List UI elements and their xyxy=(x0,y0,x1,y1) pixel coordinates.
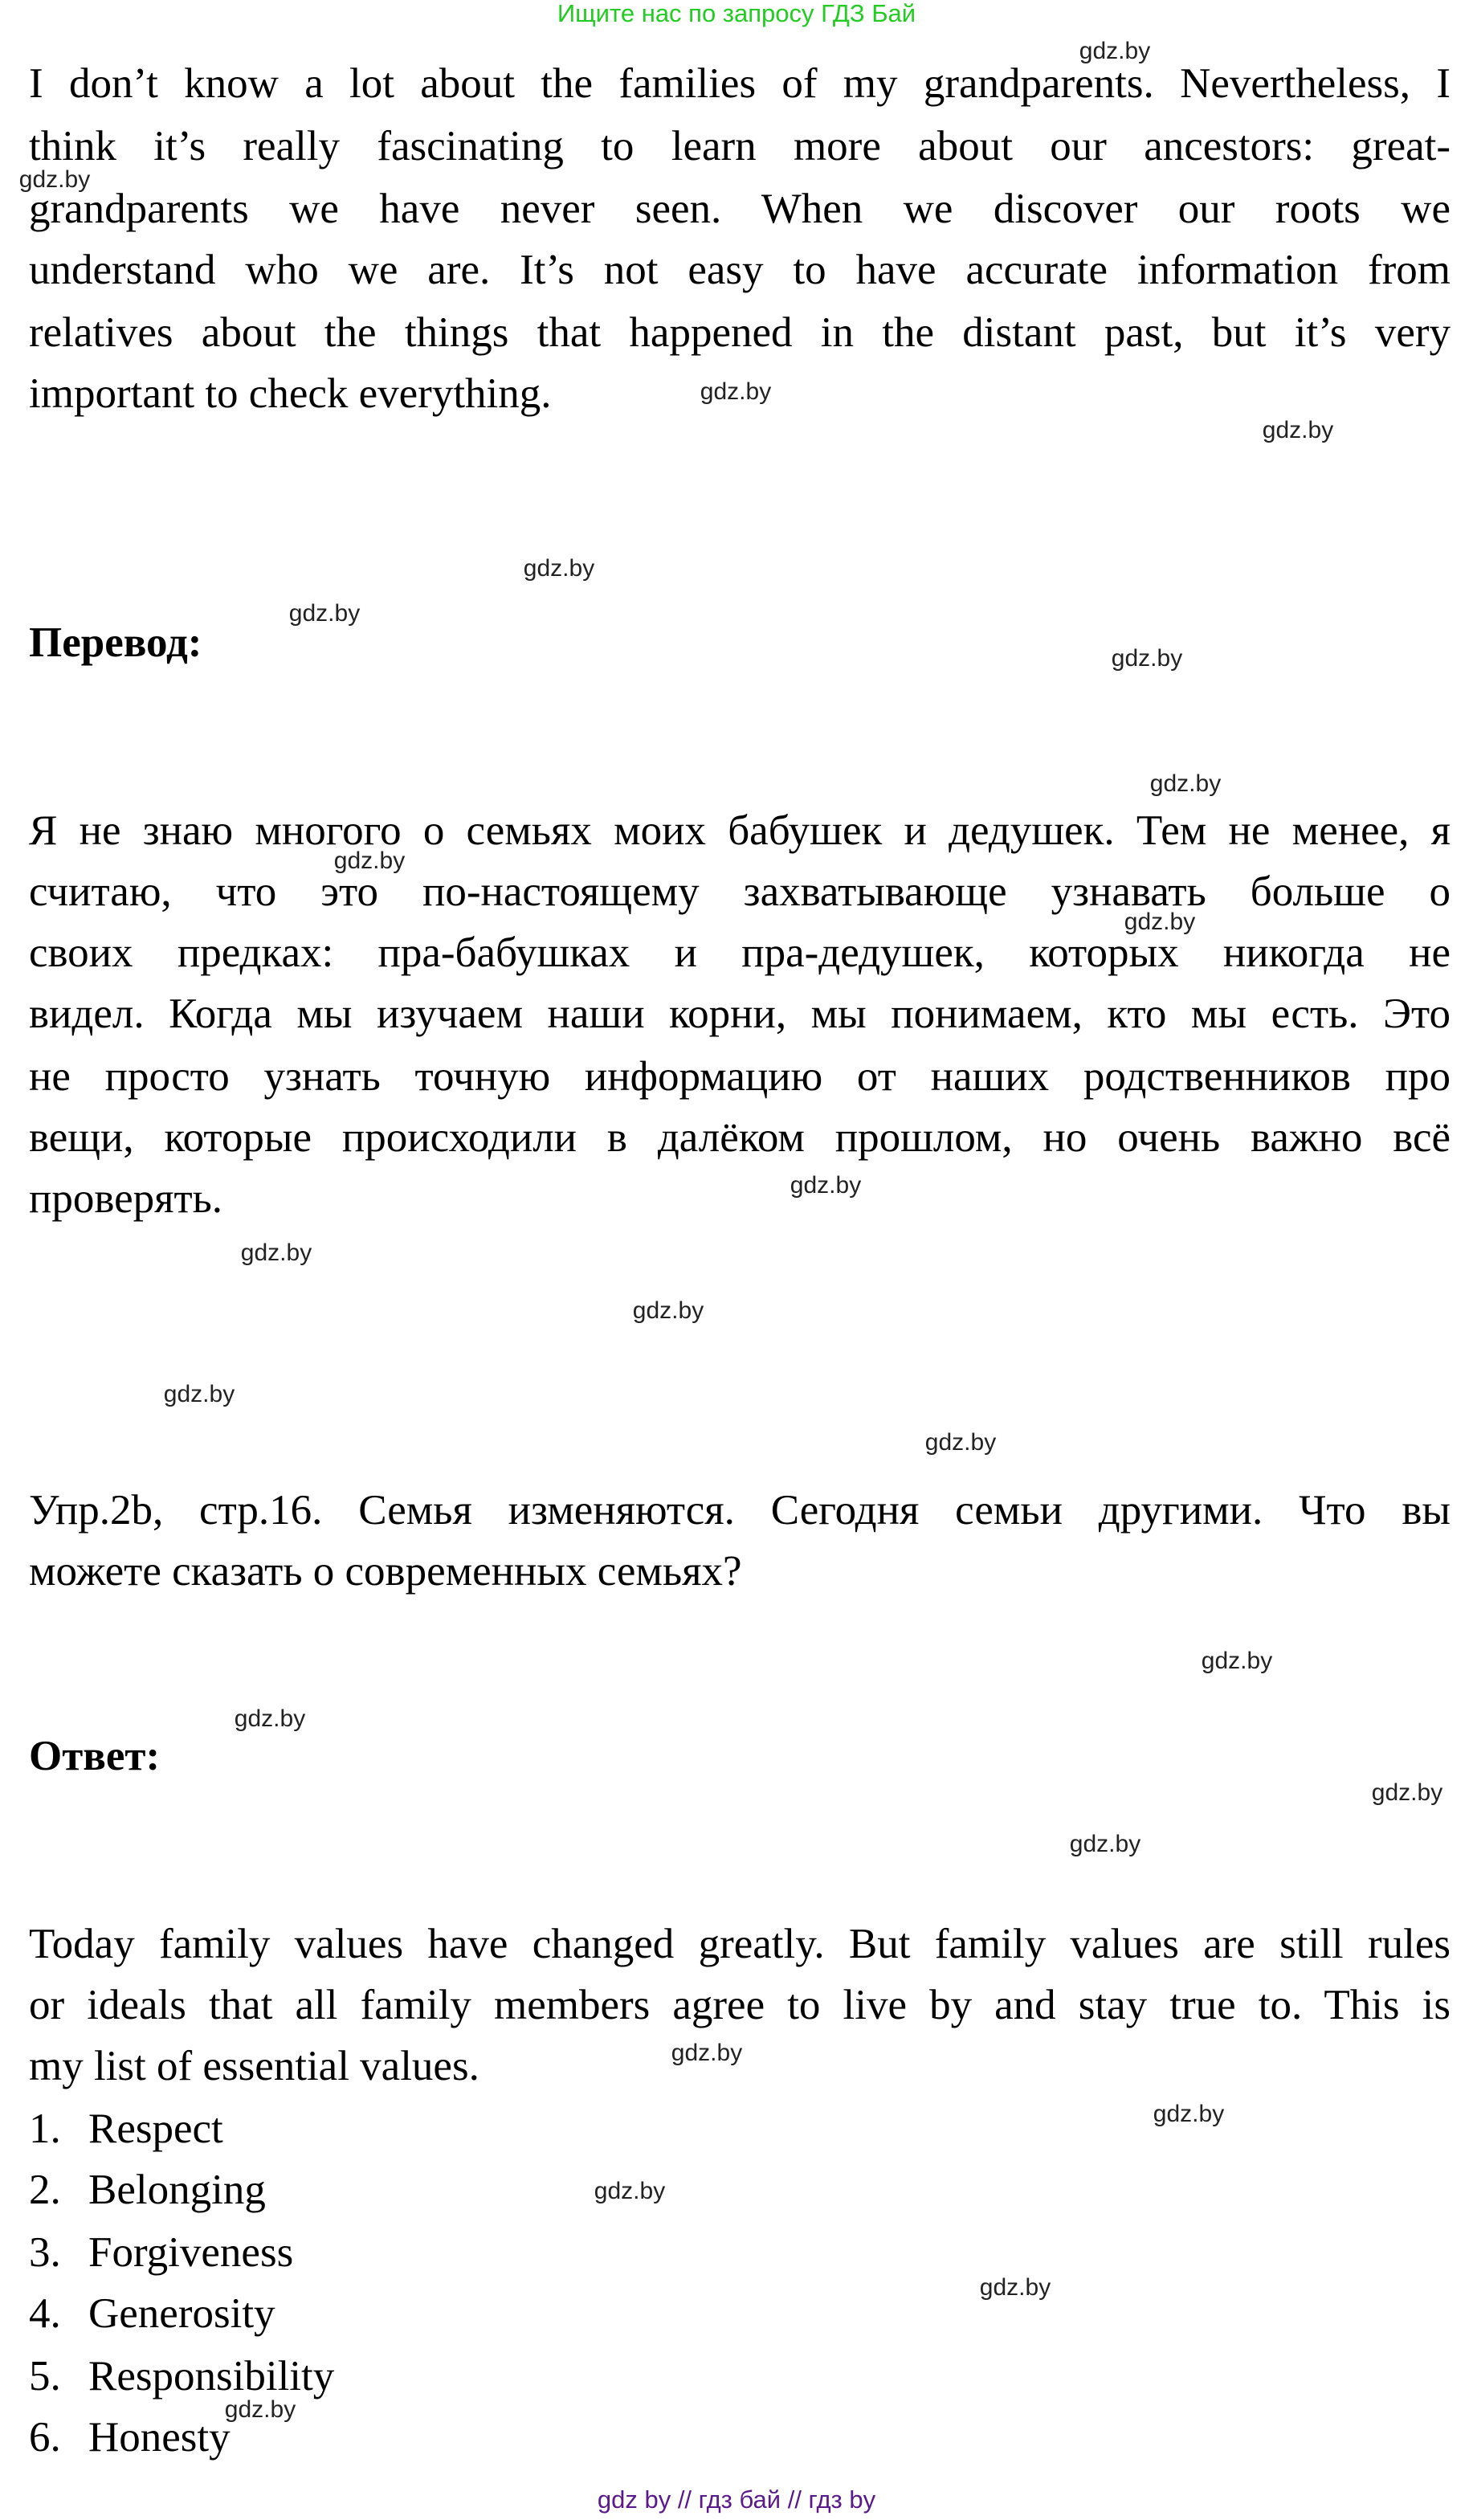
list-item-label: Honesty xyxy=(88,2414,231,2461)
list-item-label: Respect xyxy=(88,2105,223,2152)
translation-text-line: вещи, которые происходили в далёком прошлом, но очень важно всё xyxy=(29,1114,1451,1161)
answer-heading: Ответ: xyxy=(29,1733,161,1779)
list-item-label: Belonging xyxy=(88,2167,266,2213)
watermark-text: gdz.by xyxy=(632,1297,704,1324)
translation-text-line: не просто узнать точную информацию от наших родственников про xyxy=(29,1053,1451,1100)
translation-text-line: проверять. xyxy=(29,1175,223,1222)
list-item-number: 2. xyxy=(29,2167,61,2213)
exercise-text-line: можете сказать о современных семьях? xyxy=(29,1548,742,1595)
exercise-text-line: Упр.2b, стр.16. Семья изменяются. Сегодня семьи другими. Что вы xyxy=(29,1487,1451,1534)
watermark-text: gdz.by xyxy=(523,555,595,582)
header-search-link[interactable]: Ищите нас по запросу ГДЗ Бай xyxy=(557,0,916,27)
list-item-label: Generosity xyxy=(88,2290,275,2337)
watermark-text: gdz.by xyxy=(1069,1831,1141,1857)
translation-heading: Перевод: xyxy=(29,619,202,666)
watermark-text: gdz.by xyxy=(1262,417,1334,443)
translation-text-line: Я не знаю многого о семьях моих бабушек и дедушек. Тем не менее, я xyxy=(29,807,1451,854)
list-item-number: 1. xyxy=(29,2105,61,2152)
watermark-text: gdz.by xyxy=(671,2040,743,2066)
watermark-text: gdz.by xyxy=(979,2274,1051,2301)
watermark-text: gdz.by xyxy=(1124,909,1196,935)
watermark-text: gdz.by xyxy=(224,2396,296,2423)
answer-text-line: Today family values have changed greatly. But family values are still rules xyxy=(29,1921,1451,1967)
list-item-number: 6. xyxy=(29,2414,61,2461)
answer-text-line: or ideals that all family members agree to live by and stay true to. This is xyxy=(29,1982,1451,2028)
english-text-line: think it’s really fascinating to learn more about our ancestors: great- xyxy=(29,123,1451,169)
list-item-number: 3. xyxy=(29,2229,61,2276)
translation-text-line: своих предках: пра-бабушках и пра-дедушек, которых никогда не xyxy=(29,929,1451,976)
watermark-text: gdz.by xyxy=(18,166,91,193)
watermark-text: gdz.by xyxy=(924,1429,997,1456)
footer-links[interactable]: gdz by // гдз бай // гдз by xyxy=(597,2485,876,2514)
watermark-text: gdz.by xyxy=(790,1172,862,1199)
watermark-text: gdz.by xyxy=(1201,1648,1273,1674)
watermark-text: gdz.by xyxy=(1149,770,1222,797)
list-item-label: Responsibility xyxy=(88,2353,335,2400)
translation-text-line: видел. Когда мы изучаем наши корни, мы понимаем, кто мы есть. Это xyxy=(29,990,1451,1037)
english-text-line: important to check everything. xyxy=(29,370,552,417)
watermark-text: gdz.by xyxy=(1079,38,1151,64)
watermark-text: gdz.by xyxy=(288,600,361,627)
watermark-text: gdz.by xyxy=(1371,1779,1443,1806)
list-item-number: 5. xyxy=(29,2353,61,2400)
watermark-text: gdz.by xyxy=(240,1240,312,1266)
watermark-text: gdz.by xyxy=(1111,645,1183,672)
answer-text-line: my list of essential values. xyxy=(29,2043,479,2089)
english-text-line: grandparents we have never seen. When we discover our roots we xyxy=(29,186,1451,232)
english-text-line: relatives about the things that happened in the distant past, but it’s very xyxy=(29,309,1451,356)
english-text-line: understand who we are. It’s not easy to have accurate information from xyxy=(29,247,1451,293)
translation-text-line: считаю, что это по-настоящему захватывающе узнавать больше о xyxy=(29,868,1451,915)
watermark-text: gdz.by xyxy=(700,378,772,405)
watermark-text: gdz.by xyxy=(163,1381,235,1407)
watermark-text: gdz.by xyxy=(594,2178,666,2204)
list-item-label: Forgiveness xyxy=(88,2229,294,2276)
watermark-text: gdz.by xyxy=(234,1705,306,1732)
watermark-text: gdz.by xyxy=(1153,2101,1225,2127)
watermark-text: gdz.by xyxy=(333,847,406,874)
list-item-number: 4. xyxy=(29,2290,61,2337)
english-text-line: I don’t know a lot about the families of my grandparents. Nevertheless, I xyxy=(29,60,1451,107)
